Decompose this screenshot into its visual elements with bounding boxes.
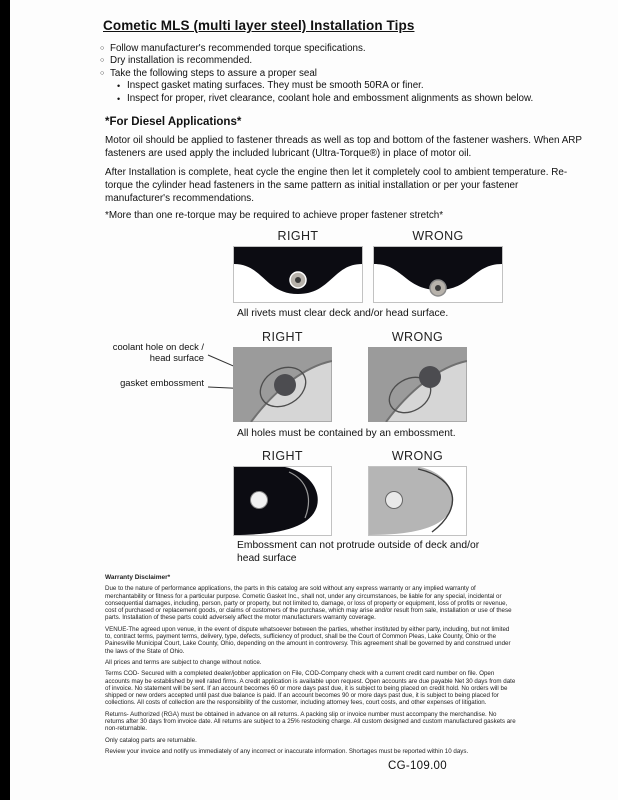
list-item — [100, 68, 580, 80]
tip-text: Follow manufacturer's recommended torque specifications. — [110, 43, 366, 54]
list-item — [117, 93, 580, 105]
legal-paragraph: Review your invoice and notify us immediately of any incorrect or inaccurate information. Shortages must be reported within 10 days. — [105, 747, 469, 755]
wrong-label: WRONG — [412, 229, 464, 243]
circle-bullet-icon: ○ — [100, 45, 105, 52]
legal-paragraph: Returns- Authorized (RGA) must be obtained in advance on all returns. A packing slip or invoice number must accompany the merchandise. No returns after 30 days from invoice date. All returns are subject to a 25% restocking charge. All custom designed and custom manufactured gaskets are non-returnable. — [105, 710, 516, 733]
diesel-applications-heading: *For Diesel Applications* — [105, 116, 242, 128]
coolant-hole-annotation: coolant hole on deck / head surface — [112, 341, 204, 363]
right-example-column — [233, 330, 332, 422]
right-label: RIGHT — [262, 449, 303, 463]
circle-bullet-icon: ○ — [100, 57, 105, 65]
wrong-label: WRONG — [391, 330, 444, 344]
legal-paragraph: VENUE-The agreed upon venue, in the event of dispute whatsoever between the parties, whether instituted by either party, including, but not limited to, contract terms, payment terms, delivery, type, defects, sufficiency of product, shall be the Court of Common Pleas, Lake County, Ohio or the Painesville Municipal Court, Lake County, Ohio, depending on the amount in controversy. This agreement shall be governed by and construed under the laws of the State of Ohio. — [105, 625, 511, 655]
dot-bullet-icon: • — [117, 81, 121, 92]
tip-text: Take the following steps to assure a proper seal — [110, 67, 317, 79]
circle-bullet-icon: ○ — [100, 69, 105, 77]
legal-paragraph: All prices and terms are subject to change without notice. — [105, 658, 262, 666]
rivet-clearance-caption: All rivets must clear deck and/or head surface. — [237, 308, 449, 319]
list-item — [100, 55, 580, 67]
rivet-clearance-right-diagram — [233, 246, 363, 303]
legal-paragraph: Terms COD- Secured with a completed dealer/jobber application on File, COD-Company check with a current credit card number on file. Open accounts may be established by well rated firms. A credit application is available upon request. Open accounts are due payable Net 30 days from date of invoice. No statement will be sent. If an account becomes 60 or more days past due, it is subject to being placed on credit hold. No orders will be shipped or new orders accepted until past due balance is paid. If an account becomes 90 or more days past due, it is subject to being placed for collections. All costs of collection are the responsibility of the customer, including attorney fees, court costs, and other expenses of litigation. — [105, 670, 516, 707]
tips-list — [100, 43, 580, 105]
right-label: RIGHT — [277, 229, 319, 243]
list-item — [100, 43, 580, 55]
embossment-protrusion-right-diagram — [233, 466, 332, 536]
warranty-disclaimer-heading: Warranty Disclaimer* — [105, 574, 171, 581]
page-title: Cometic MLS (multi layer steel) Installation Tips — [103, 18, 415, 33]
gasket-embossment-annotation: gasket embossment — [120, 377, 204, 388]
warranty-disclaimer-section — [105, 574, 517, 759]
embossment-containment-row — [233, 330, 467, 422]
embossment-protrusion-wrong-diagram — [368, 466, 467, 536]
embossment-containment-right-diagram — [233, 347, 332, 422]
embossment-containment-wrong-diagram — [368, 347, 467, 422]
rivet-clearance-wrong-diagram — [373, 246, 503, 303]
tip-text: Inspect gasket mating surfaces. They must be smooth 50RA or finer. — [127, 80, 424, 92]
legal-paragraph: Only catalog parts are returnable. — [105, 736, 197, 744]
legal-paragraph: Due to the nature of performance applications, the parts in this catalog are sold without any express warranty or any implied warranty of merchantability or fitness for a particular purpose. Cometic Gasket Inc., shall not, under any circumstances, be liable for any special, incidental or consequential damages, including, person, party or property, but not limited to, damage, or loss of property or equipment, loss of profits or revenue, cost of purchased or replacement goods, or claims of customers of the purchase, which may arise and/or result from sale, installation or use of these parts. Installation of these parts could adversely affect the motor manufacturers warranty coverage. — [105, 585, 512, 622]
diesel-paragraph-1: Motor oil should be applied to fastener threads as well as top and bottom of the fastener washers. When ARP fasteners are used apply the included lubricant (Ultra-Torque®) in place of motor oil. — [105, 135, 582, 159]
embossment-containment-caption: All holes must be contained by an embossment. — [237, 428, 456, 439]
right-example-column — [233, 449, 332, 536]
tip-text: Inspect for proper, rivet clearance, coolant hole and embossment alignments as shown below. — [127, 92, 534, 104]
page-edge-bar — [0, 0, 10, 800]
wrong-example-column — [368, 330, 467, 422]
right-label: RIGHT — [262, 330, 303, 344]
dot-bullet-icon: • — [117, 93, 121, 104]
rivet-clearance-row — [233, 229, 503, 303]
embossment-protrusion-row — [233, 449, 467, 536]
page-number: CG-109.00 — [388, 760, 447, 772]
tip-text: Dry installation is recommended. — [110, 55, 253, 67]
list-item — [117, 80, 580, 92]
retorque-note: *More than one re-torque may be required to achieve proper fastener stretch* — [105, 210, 444, 221]
diesel-paragraph-2: After Installation is complete, heat cycle the engine then let it completely cool to ambient temperature. Re-torque the cylinder head fasteners in the same pattern as initial installation or per your fastener manufacturer's recommendations. — [105, 167, 568, 204]
wrong-label: WRONG — [391, 449, 444, 463]
embossment-protrusion-caption: Embossment can not protrude outside of deck and/or head surface — [237, 540, 480, 564]
right-example-column — [233, 229, 363, 303]
wrong-example-column — [373, 229, 503, 303]
wrong-example-column — [368, 449, 467, 536]
